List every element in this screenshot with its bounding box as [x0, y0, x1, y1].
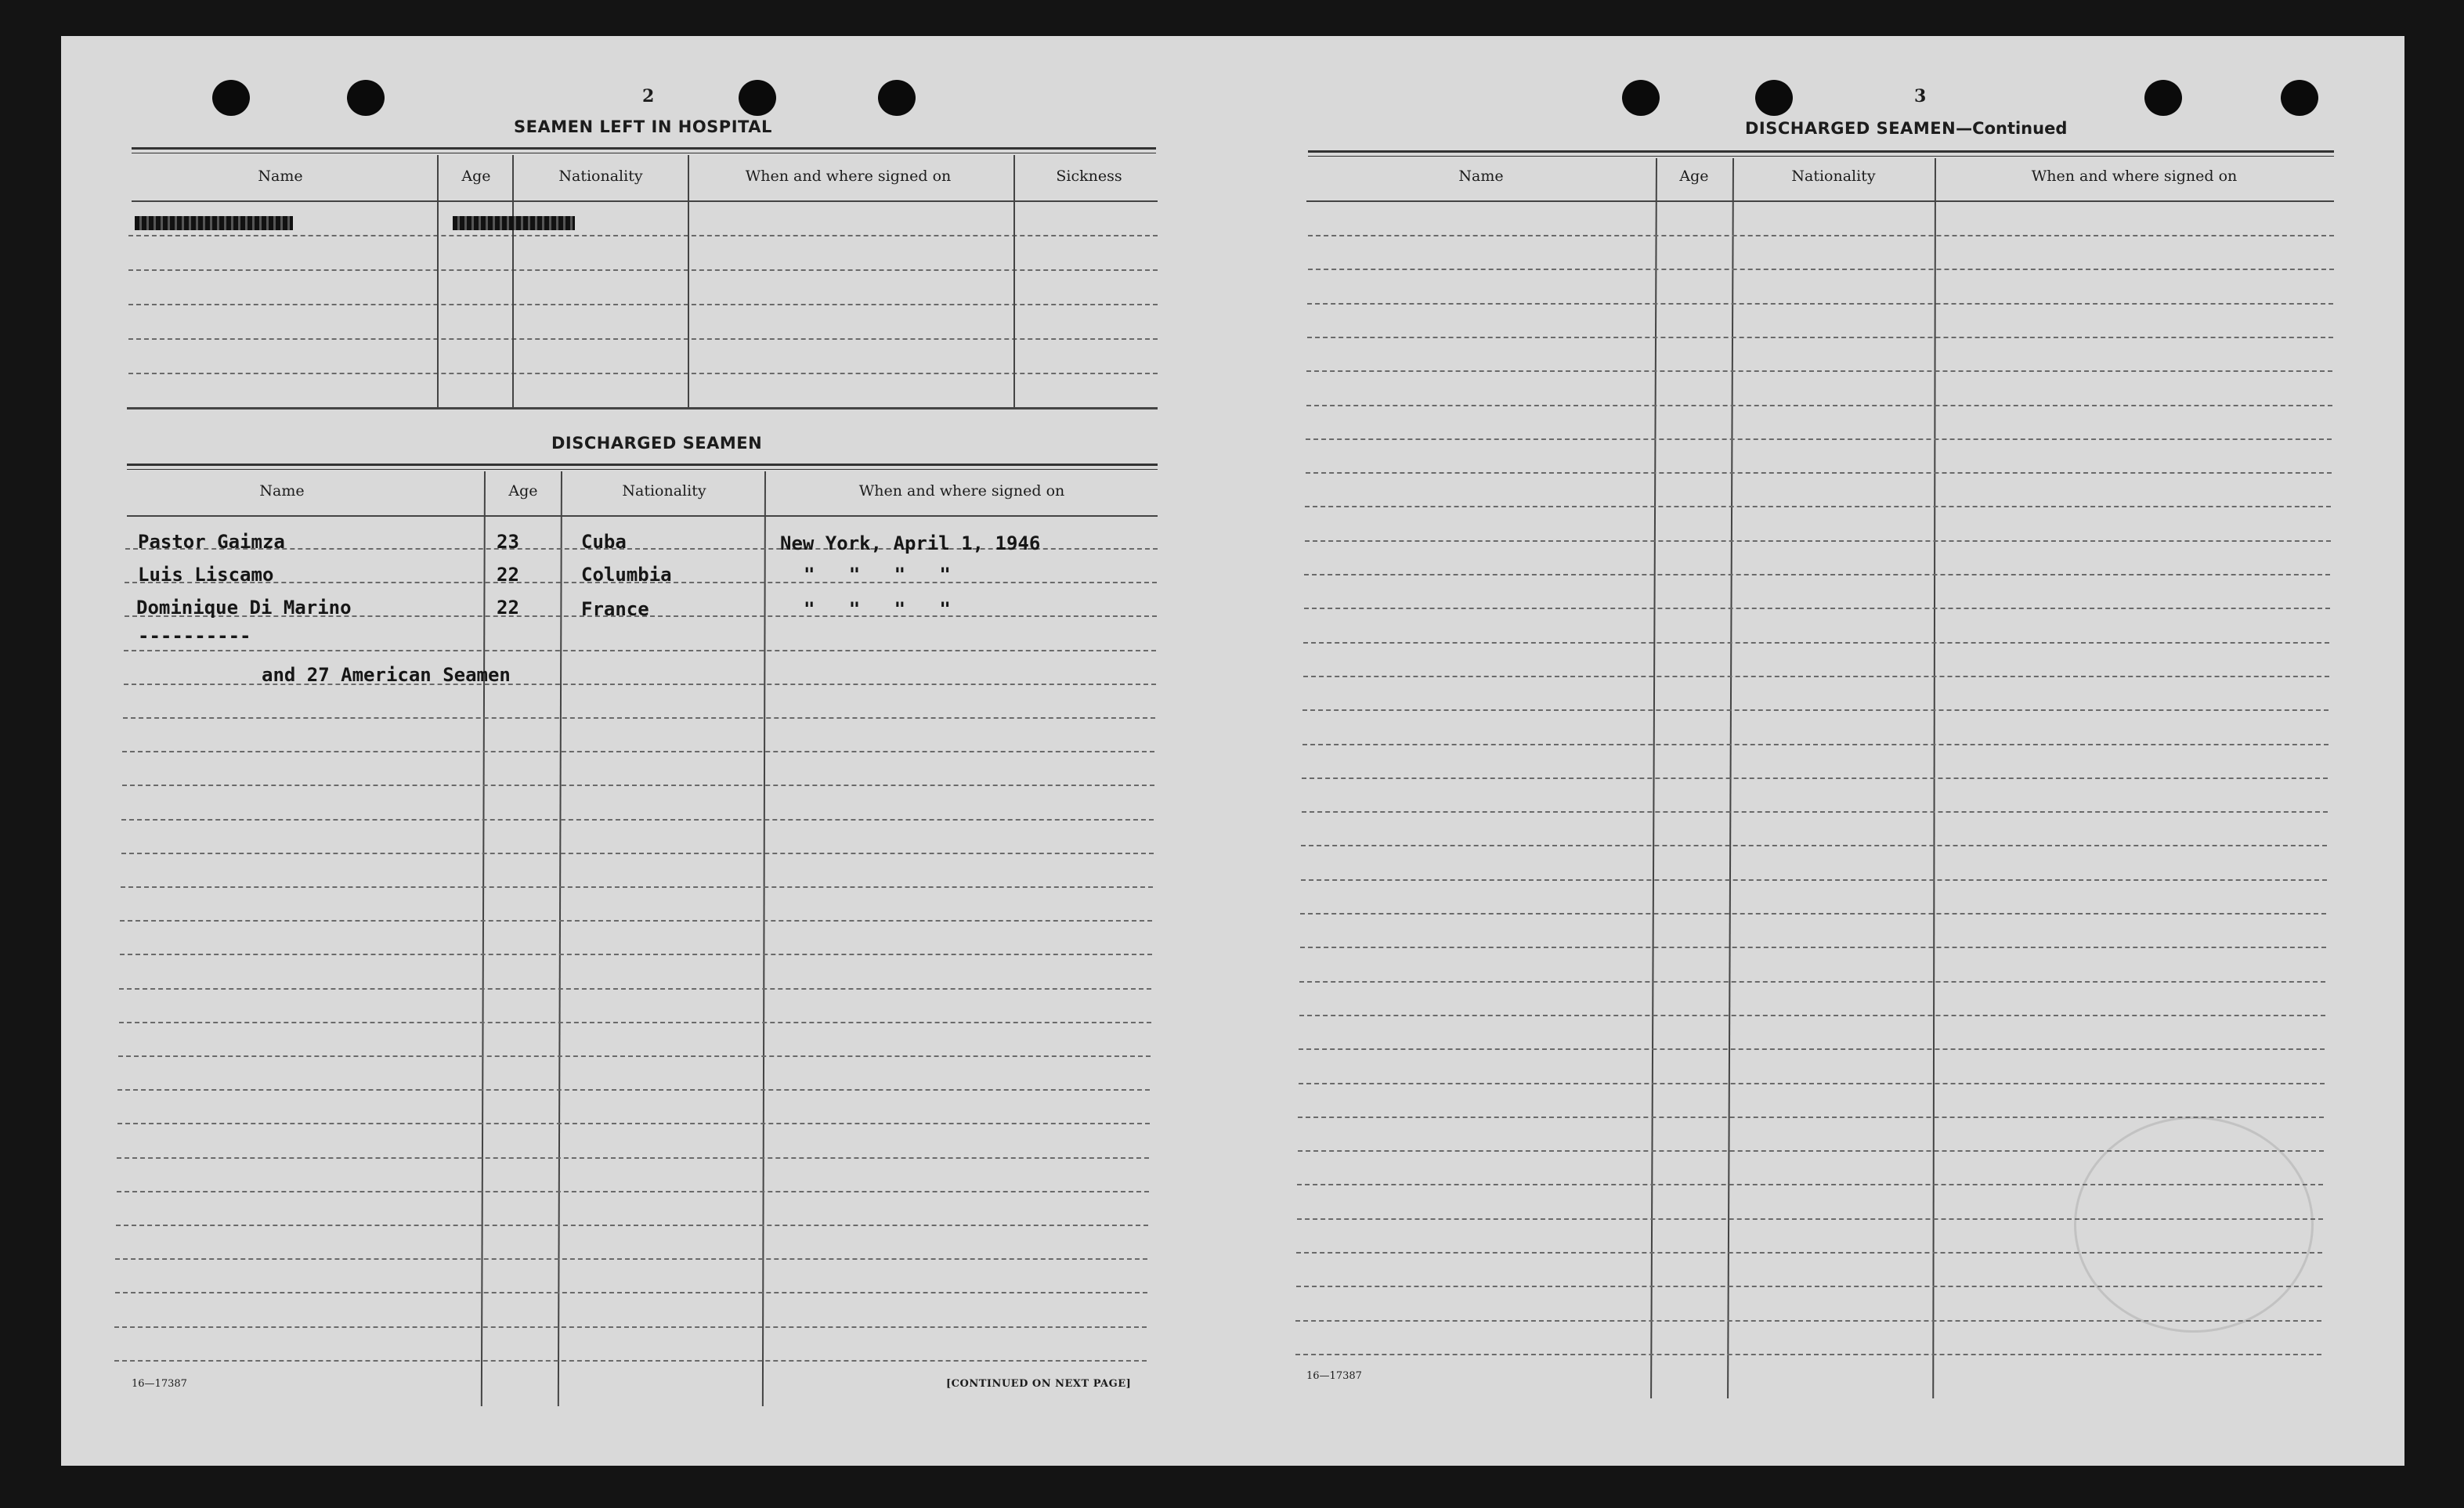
- row-line: [1306, 472, 2332, 474]
- continued-note: [CONTINUED ON NEXT PAGE]: [946, 1378, 1132, 1390]
- struck-out-entry: [135, 216, 293, 230]
- row-line: [122, 751, 1154, 752]
- row-line: [1299, 981, 2325, 983]
- row-line: [1307, 337, 2333, 338]
- column-header-name: Name: [259, 482, 305, 500]
- row-line: [1305, 540, 2331, 542]
- seaman-signed-on: New York, April 1, 1946: [780, 532, 1041, 554]
- row-line: [122, 785, 1154, 786]
- discharged-section-title: DISCHARGED SEAMEN: [551, 434, 763, 453]
- column-header-signed-on: When and where signed on: [745, 168, 952, 185]
- column-divider: [762, 471, 766, 1406]
- row-line: [1307, 303, 2333, 305]
- faint-stamp: [2074, 1117, 2314, 1333]
- seaman-signed-on: " " " ": [804, 564, 951, 586]
- row-line: [1299, 1048, 2325, 1050]
- row-line: [117, 1157, 1149, 1159]
- row-line: [1308, 269, 2334, 270]
- title-continued: —Continued: [1956, 119, 2068, 138]
- column-header-age: Age: [461, 168, 491, 185]
- row-line: [123, 717, 1155, 719]
- row-line: [128, 304, 1158, 305]
- column-header-nationality: Nationality: [558, 168, 643, 185]
- row-line: [128, 269, 1158, 271]
- header-rule: [1306, 200, 2334, 202]
- column-header-name: Name: [258, 168, 303, 185]
- column-header-age: Age: [1679, 168, 1709, 185]
- row-line: [117, 1191, 1149, 1192]
- left-page: [116, 36, 1228, 1445]
- row-line: [119, 988, 1151, 990]
- row-line: [128, 235, 1158, 236]
- row-line: [117, 1123, 1150, 1124]
- title-rule: [127, 464, 1158, 470]
- row-line: [128, 373, 1158, 374]
- column-divider: [688, 155, 689, 407]
- right-page: [1299, 36, 2403, 1445]
- column-header-sickness: Sickness: [1056, 168, 1122, 185]
- row-line: [1306, 438, 2332, 440]
- column-header-name: Name: [1458, 168, 1504, 185]
- row-line: [1304, 574, 2330, 575]
- row-line: [1303, 676, 2329, 677]
- column-header-signed-on: When and where signed on: [858, 482, 1065, 500]
- hospital-section-title: SEAMEN LEFT IN HOSPITAL: [514, 117, 772, 136]
- row-line: [1298, 1117, 2324, 1118]
- page-number: 2: [642, 86, 655, 106]
- header-rule: [127, 515, 1158, 517]
- seaman-nationality: Cuba: [581, 531, 627, 553]
- form-code: 16—17387: [1306, 1370, 1362, 1382]
- column-header-nationality: Nationality: [1791, 168, 1876, 185]
- title-rule: [1308, 150, 2334, 157]
- seaman-age: 22: [497, 597, 519, 619]
- separator-dashes: ----------: [138, 625, 251, 647]
- row-line: [1302, 777, 2328, 779]
- seaman-age: 23: [497, 531, 519, 553]
- row-line: [1306, 405, 2332, 406]
- column-divider: [512, 155, 514, 407]
- row-line: [118, 1055, 1151, 1057]
- column-header-signed-on: When and where signed on: [2031, 168, 2238, 185]
- seaman-age: 22: [497, 564, 519, 586]
- row-line: [117, 1089, 1150, 1091]
- row-line: [1304, 608, 2330, 609]
- header-rule: [132, 200, 1158, 202]
- row-line: [114, 1326, 1147, 1328]
- document-sheet: [61, 36, 2404, 1466]
- column-header-nationality: Nationality: [622, 482, 706, 500]
- title-rule: [132, 147, 1156, 153]
- row-line: [116, 1225, 1148, 1226]
- column-divider: [481, 471, 486, 1406]
- row-line: [1300, 913, 2326, 915]
- seaman-name: Luis Liscamo: [138, 564, 274, 586]
- row-line: [120, 920, 1152, 922]
- column-divider: [1013, 155, 1015, 407]
- page-number: 3: [1914, 86, 1927, 106]
- row-line: [121, 819, 1154, 821]
- row-line: [1302, 744, 2329, 745]
- row-line: [1301, 845, 2327, 846]
- row-line: [1303, 642, 2329, 644]
- row-line: [1300, 947, 2326, 948]
- row-line: [114, 1360, 1147, 1362]
- column-divider: [437, 155, 439, 407]
- column-header-age: Age: [508, 482, 538, 500]
- row-line: [1306, 370, 2332, 372]
- row-line: [120, 954, 1152, 955]
- struck-out-entry: [453, 216, 575, 230]
- form-code: 16—17387: [132, 1378, 187, 1390]
- column-divider: [558, 471, 562, 1406]
- row-line: [1301, 879, 2327, 881]
- row-line: [121, 853, 1154, 854]
- row-line: [121, 886, 1153, 888]
- seaman-nationality: Columbia: [581, 564, 672, 586]
- seaman-name: Dominique Di Marino: [136, 597, 352, 619]
- row-line: [115, 1258, 1147, 1260]
- row-line: [115, 1292, 1147, 1293]
- seaman-name: Pastor Gaimza: [138, 531, 285, 553]
- row-line: [1302, 709, 2329, 711]
- row-line: [1295, 1354, 2321, 1355]
- american-seamen-note: and 27 American Seamen: [262, 664, 511, 686]
- row-line: [1308, 235, 2334, 236]
- row-line: [128, 338, 1158, 340]
- row-line: [1299, 1015, 2325, 1016]
- row-line: [1305, 506, 2331, 507]
- title-main: DISCHARGED SEAMEN: [1745, 119, 1956, 138]
- seaman-nationality: France: [581, 598, 649, 620]
- row-line: [1302, 811, 2328, 813]
- discharged-continued-title: [1745, 119, 2067, 138]
- table-bottom-rule: [127, 407, 1158, 409]
- seaman-signed-on: " " " ": [804, 598, 951, 620]
- row-line: [124, 650, 1156, 651]
- row-line: [1299, 1083, 2325, 1084]
- row-line: [119, 1022, 1151, 1023]
